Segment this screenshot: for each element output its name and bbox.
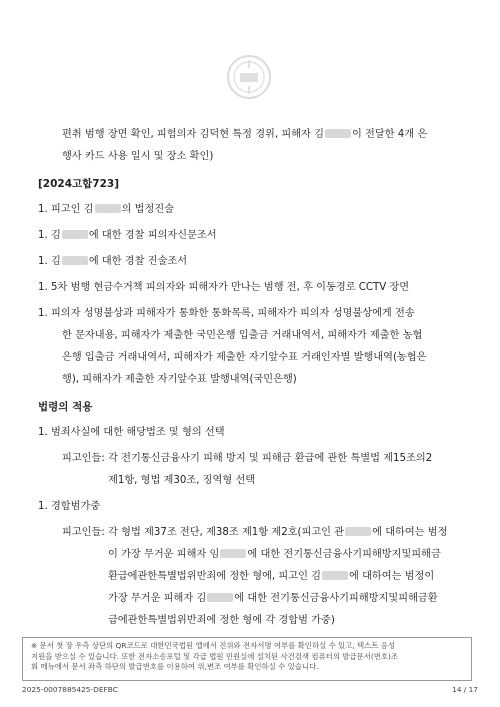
redaction [325,129,351,138]
page-number: 14 / 17 [452,685,478,694]
evidence-item-5-cont-1: 한 문자내용, 피해자가 제출한 국민은행 입출금 거래내역서, 피해자가 제출한 농협 [62,330,423,341]
body-line-1: 편취 범행 장면 확인, 피험의자 김덕현 특정 경위, 피해자 김 이 전달한 4개 은 [62,129,428,140]
redaction [62,230,88,239]
law-item-2: 1. 경합범가중 [38,501,101,512]
issuance-number: 2025-0007885425-DEFBC [22,685,118,694]
redaction [345,527,371,536]
notice-line-1: ※ 문서 첫 장 우측 상단의 QR코드로 대한민국법원 앱에서 진위와 전자서명 여부를 확인하실 수 있고, 텍스트 음성 [31,641,396,650]
case-number-heading: [2024고합723] [38,178,120,190]
law-item-1: 1. 범죄사실에 대한 해당법조 및 형의 선택 [38,427,225,438]
law-item-2-detail-cont-4: 급에관한특별법위반죄에 정한 형에 각 경합범 가중) [108,615,335,626]
law-item-2-detail: 피고인들: 각 형법 제37조 전단, 제38조 제1항 제2호(피고인 관 에 대하여는 범정 [62,527,448,538]
notice-line-3: 회 메뉴에서 문서 좌측 하단의 발급번호를 이용하여 위,변조 여부를 확인하실 수 있습니다. [31,662,319,671]
body-line-2: 행사 카드 사용 일시 및 장소 확인) [62,151,214,162]
redaction [62,256,88,265]
law-item-1-detail: 피고인들: 각 전기통신금융사기 피해 방지 및 피해금 환급에 관한 특별법 제15조의2 [62,453,433,464]
redaction [322,571,348,580]
law-item-1-detail-cont: 제1항, 형법 제30조, 징역형 선택 [108,475,256,486]
redaction [95,204,121,213]
redaction [207,593,233,602]
evidence-item-1: 1. 피고인 김 의 법정진술 [38,204,175,215]
law-item-2-detail-cont-3: 가장 무거운 피해자 김 에 대한 전기통신금융사기피해방지및피해금환 [108,593,438,604]
notice-line-2: 지원을 받으실 수 있습니다. 또한 전자소송포털 및 각급 법원 민원실에 설치된 사건검색 컴퓨터의 발급문서(번호)조 [31,651,399,661]
evidence-item-5-cont-3: 행), 피해자가 제출한 자기앞수표 발행내역(국민은행) [62,374,297,385]
redaction [220,549,246,558]
evidence-item-4: 1. 5차 범행 현금수거책 피의자와 피해자가 만나는 범행 전, 후 이동경로 CCTV 장면 [38,282,410,293]
evidence-item-3: 1. 김 에 대한 경찰 진술조서 [38,256,188,267]
section-heading-law: 법령의 적용 [38,401,93,413]
law-item-2-detail-cont-1: 이 가장 무거운 피해자 임 에 대한 전기통신금융사기피해방지및피해금 [108,549,441,560]
evidence-item-5-cont-2: 은행 입출금 거래내역서, 피해자가 제출한 자기앞수표 거래인자별 발행내역(농협은 [62,352,427,363]
evidence-item-2: 1. 김 에 대한 경찰 피의자신문조서 [38,230,217,241]
verification-notice [22,637,472,681]
evidence-item-5: 1. 피의자 성명불상과 피해자가 통화한 통화목록, 피해자가 피의자 성명불상에게 전송 [38,308,415,319]
court-emblem-icon [226,54,272,100]
law-item-2-detail-cont-2: 환급에관한특별법위반죄에 정한 형에, 피고인 김 에 대하여는 범정이 [108,571,435,582]
